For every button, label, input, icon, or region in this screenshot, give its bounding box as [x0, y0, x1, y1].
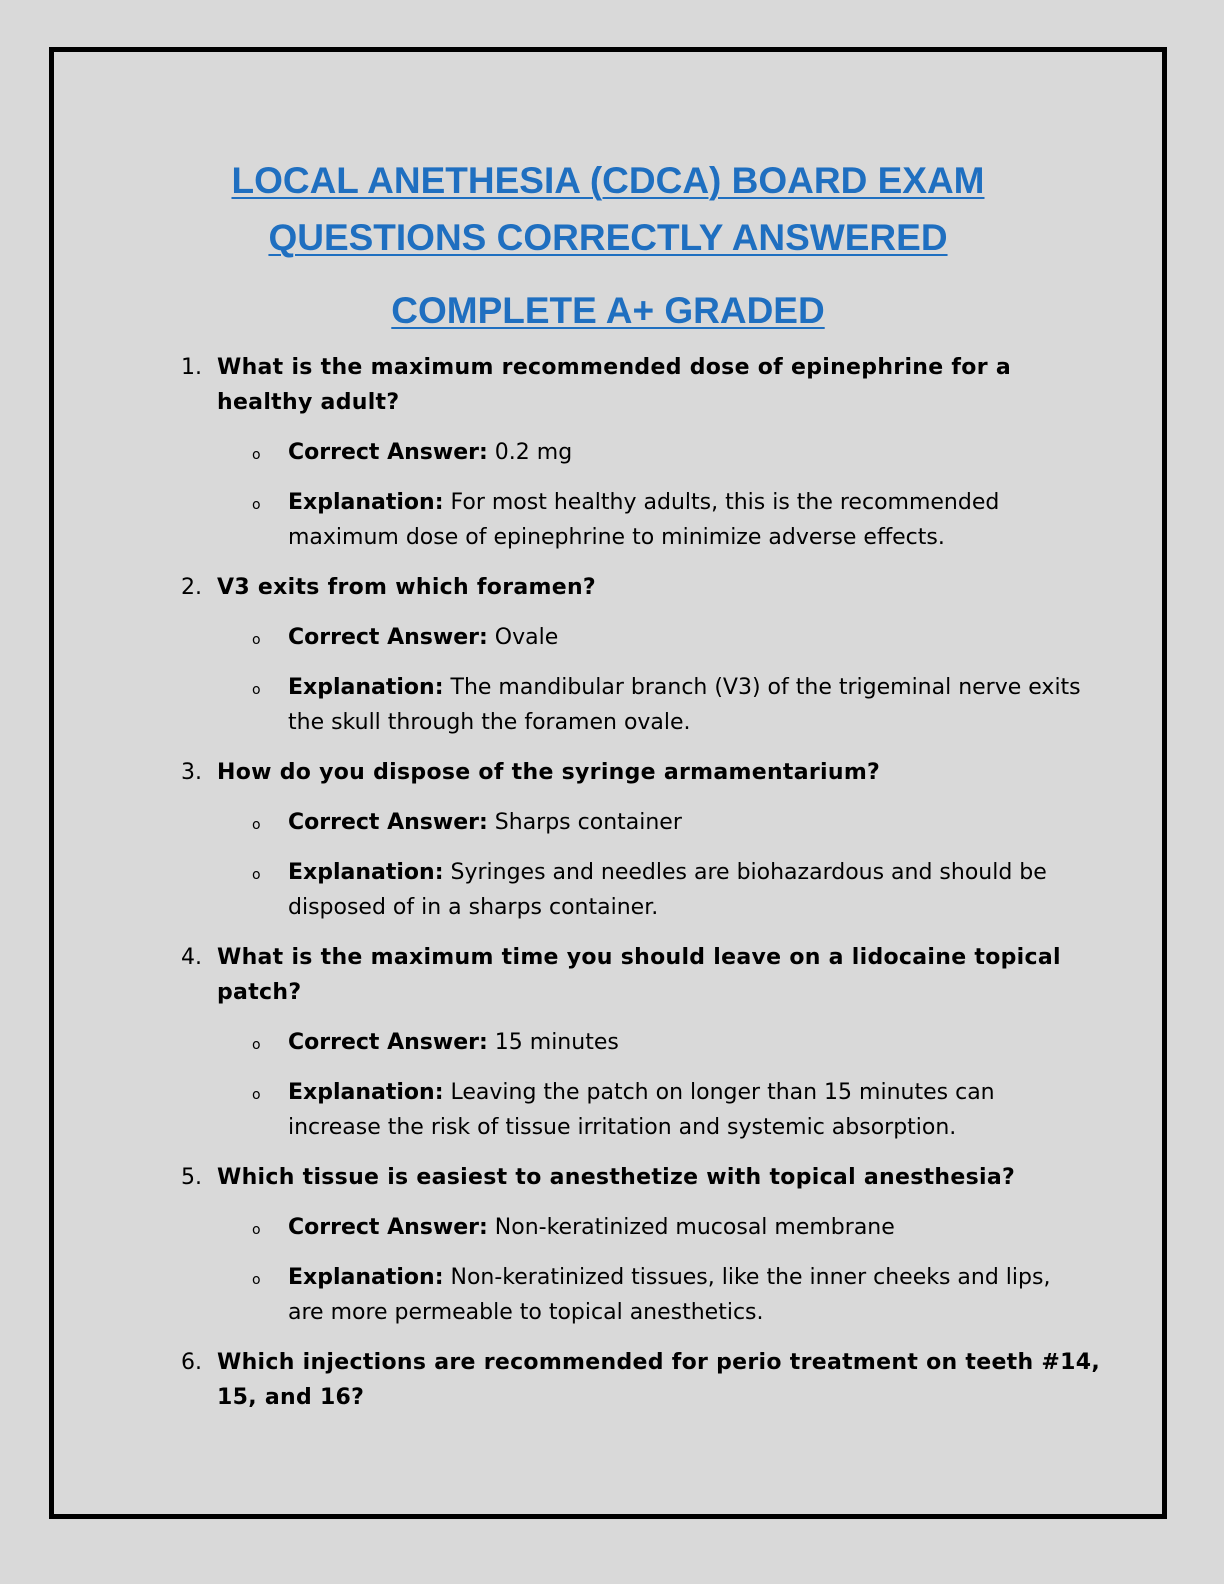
answer-label: Correct Answer:	[288, 810, 488, 835]
question-text: Which tissue is easiest to anesthetize with topical anesthesia?	[217, 1165, 1016, 1190]
explanation-label: Explanation:	[288, 1080, 444, 1105]
document-subtitle: COMPLETE A+ GRADED	[391, 290, 825, 331]
explanation-label: Explanation:	[288, 860, 444, 885]
question-text: What is the maximum recommended dose of epinephrine for a healthy adult?	[217, 355, 1011, 415]
answer-item	[54, 435, 1162, 470]
bullet-icon: o	[252, 867, 261, 883]
explanation-text: The mandibular branch (V3) of the trigeminal nerve exits the skull through the foramen ovale.	[288, 675, 1081, 735]
bullet-icon: o	[252, 632, 261, 648]
answer-text: Non-keratinized mucosal membrane	[494, 1215, 895, 1240]
explanation-item	[54, 670, 1162, 740]
question-number: 1.	[181, 355, 202, 380]
question-item	[54, 1345, 1162, 1415]
answer-item	[54, 805, 1162, 840]
question-number: 5.	[181, 1165, 202, 1190]
bullet-icon: o	[252, 1222, 261, 1238]
explanation-item	[54, 855, 1162, 925]
answer-label: Correct Answer:	[288, 625, 488, 650]
answer-label: Correct Answer:	[288, 1215, 488, 1240]
question-item	[54, 940, 1162, 1010]
page-border-frame	[49, 47, 1167, 1519]
question-item	[54, 1160, 1162, 1195]
question-text: What is the maximum time you should leave on a lidocaine topical patch?	[217, 945, 1061, 1005]
bullet-icon: o	[252, 682, 261, 698]
question-item	[54, 570, 1162, 605]
bullet-icon: o	[252, 1087, 261, 1103]
answer-text: Sharps container	[494, 810, 682, 835]
question-number: 6.	[181, 1350, 202, 1375]
explanation-text: Syringes and needles are biohazardous and should be disposed of in a sharps container.	[288, 860, 1047, 920]
explanation-text: For most healthy adults, this is the recommended maximum dose of epinephrine to minimize adverse effects.	[288, 490, 1000, 550]
question-item	[54, 755, 1162, 790]
answer-text: 0.2 mg	[494, 440, 573, 465]
explanation-text: Leaving the patch on longer than 15 minutes can increase the risk of tissue irritation and systemic absorption.	[288, 1080, 995, 1140]
explanation-label: Explanation:	[288, 490, 444, 515]
question-list	[54, 350, 1162, 1415]
answer-item	[54, 1025, 1162, 1060]
bullet-icon: o	[252, 497, 261, 513]
document-title-line-2: QUESTIONS CORRECTLY ANSWERED	[268, 217, 948, 258]
answer-text: 15 minutes	[494, 1030, 619, 1055]
explanation-item	[54, 1260, 1162, 1330]
question-number: 3.	[181, 760, 202, 785]
explanation-item	[54, 1075, 1162, 1145]
question-text: Which injections are recommended for perio treatment on teeth #14, 15, and 16?	[217, 1350, 1101, 1410]
answer-item	[54, 1210, 1162, 1245]
bullet-icon: o	[252, 817, 261, 833]
explanation-label: Explanation:	[288, 1265, 444, 1290]
answer-text: Ovale	[494, 625, 559, 650]
question-number: 2.	[181, 575, 202, 600]
question-text: How do you dispose of the syringe armamentarium?	[217, 760, 881, 785]
question-text: V3 exits from which foramen?	[217, 575, 596, 600]
question-number: 4.	[181, 945, 202, 970]
answer-label: Correct Answer:	[288, 440, 488, 465]
bullet-icon: o	[252, 447, 261, 463]
bullet-icon: o	[252, 1272, 261, 1288]
bullet-icon: o	[252, 1037, 261, 1053]
explanation-text: Non-keratinized tissues, like the inner cheeks and lips, are more permeable to topical anesthetics.	[288, 1265, 1051, 1325]
question-item	[54, 350, 1162, 420]
explanation-item	[54, 485, 1162, 555]
answer-item	[54, 620, 1162, 655]
explanation-label: Explanation:	[288, 675, 444, 700]
document-title-line-1: LOCAL ANETHESIA (CDCA) BOARD EXAM	[231, 160, 985, 201]
answer-label: Correct Answer:	[288, 1030, 488, 1055]
